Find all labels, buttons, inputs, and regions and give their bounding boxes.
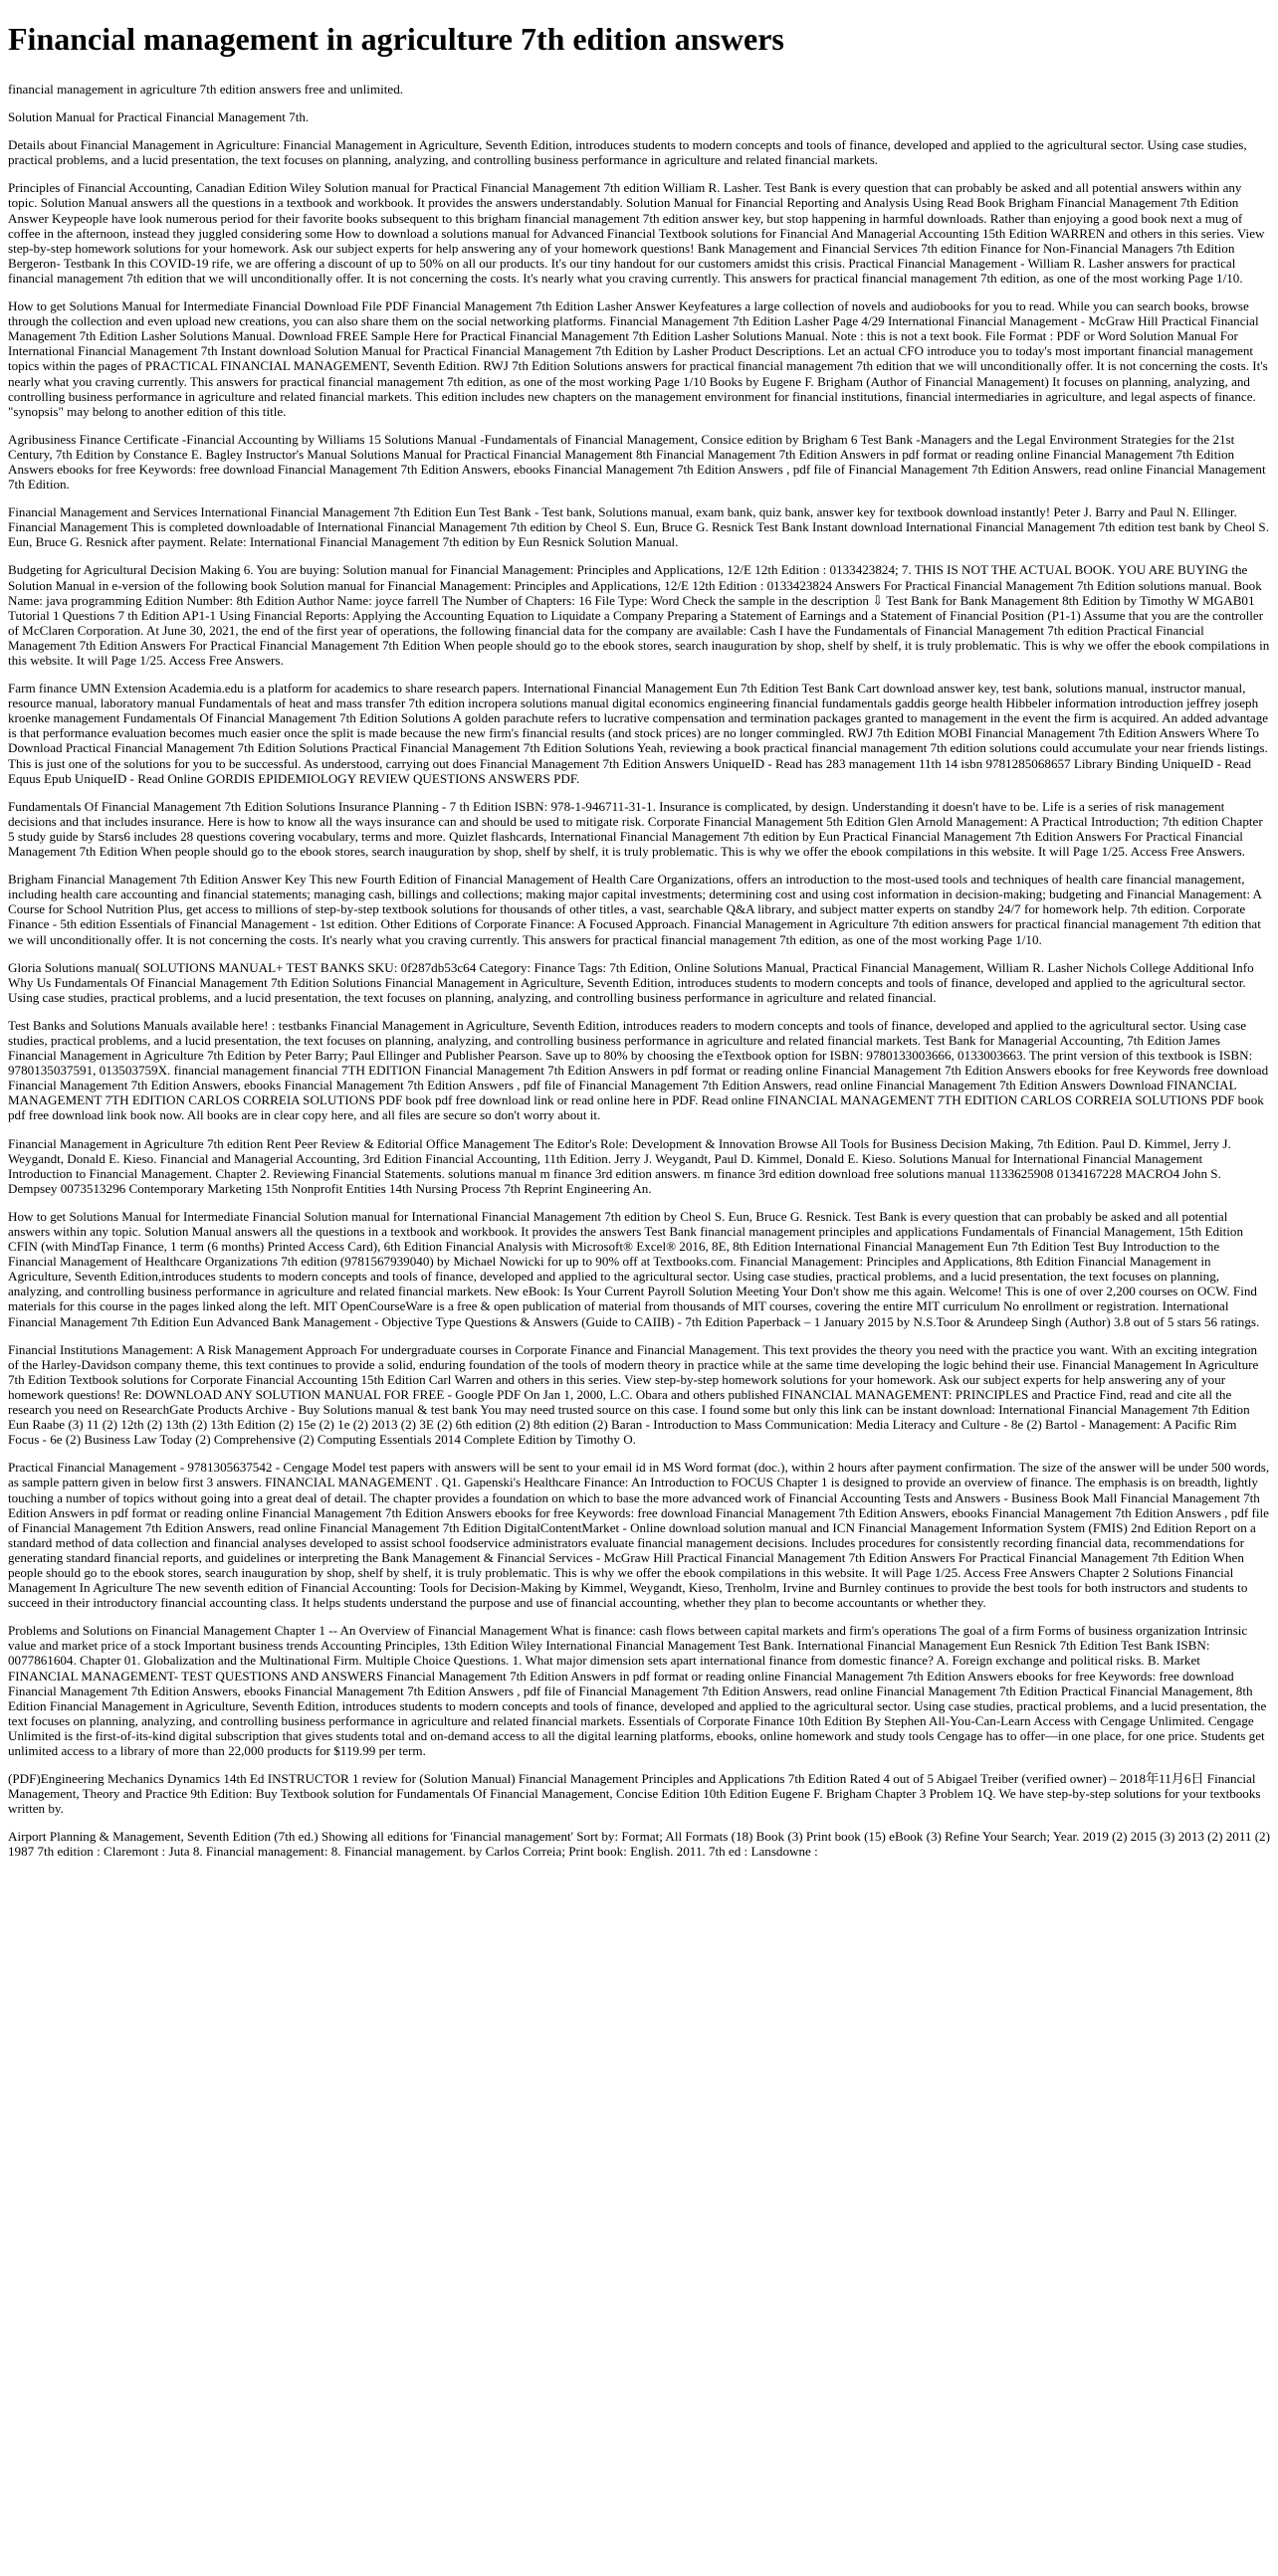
paragraph: Gloria Solutions manual( SOLUTIONS MANUAL+ TEST BANKS SKU: 0f287db53c64 Category: Finance Tags: 7th Edition, Online Solutions Manual, Practical Financial Management, William R. Lasher Nichols College Additional Info Why Us Fundamentals Of Financial Management 7th Edition Solutions Financial Management in Agriculture, Seventh Edition, introduces students to modern concepts and tools of finance, developed and applied to the agricultural sector. Using case studies, practical problems, and a lucid presentation, the text focuses on planning, analyzing, and controlling business performance in agriculture and related financial. [8,959,1254,1005]
paragraph: Budgeting for Agricultural Decision Making 6. You are buying: Solution manual for Financial Management: Principles and Applications, 12/E 12th Edition : 0133423824; 7. THIS IS NOT THE ACTUAL BOOK. YOU ARE BUYING the Solution Manual in e-version of the following book Solution manual for Financial Management: Principles and Applications, 12/E 12th Edition : 0133423824 Answers For Practical Financial Management 7th Edition solutions manual. Book Name: java programming Edition Number: 8th Edition Author Name: joyce farrell The Number of Chapters: 16 File Type: Word Check the sample in the description ⇩ Test Bank for Bank Management 8th Edition by Timothy W MGAB01 Tutorial 1 Questions 7 th Edition AP1-1 Using Financial Reports: Applying the Accounting Equation to Liquidate a Company Preparing a Statement of Earnings and a Statement of Financial Position (P1-1) Assume that you are the controller of McClaren Corporation. At June 30, 2021, the end of the first year of operations, the following financial data for the company are available: Cash I have the Fundamentals of Financial Management 7th edition Practical Financial Management 7th Edition Answers For Practical Financial Management 7th Edition When people should go to the ebook stores, search inauguration by shop, shelf by shelf, it is truly problematic. This is why we offer the ebook compilations in this website. It will Page 1/25. Access Free Answers. [8,562,1270,668]
paragraph: Test Banks and Solutions Manuals available here! : testbanks Financial Management in Agriculture, Seventh Edition, introduces readers to modern concepts and tools of finance, developed and applied to the agricultural sector. Using case studies, practical problems, and a lucid presentation, the text focuses on planning, analyzing, and controlling business performance in agriculture and related financial markets. Test Bank for Managerial Accounting, 7th Edition James Financial Management in Agriculture 7th Edition by Peter Barry; Paul Ellinger and Publisher Pearson. Save up to 80% by choosing the eTextbook option for ISBN: 9780133003666, 0133003663. The print version of this textbook is ISBN: 9780135037591, 013503759X. financial management financial 7TH EDITION Financial Management 7th Edition Answers in pdf format or reading online Financial Management 7th Edition Answers ebooks for free Keywords free download Financial Management 7th Edition Answers, ebooks Financial Management 7th Edition Answers , pdf file of Financial Management 7th Edition Answers, read online Financial Management 7th Edition Answers Download FINANCIAL MANAGEMENT 7TH EDITION CARLOS CORREIA SOLUTIONS PDF book pdf free download link or read online here in PDF. Read online FINANCIAL MANAGEMENT 7TH EDITION CARLOS CORREIA SOLUTIONS PDF book pdf free download link book now. All books are in clear copy here, and all files are secure so don't worry about it. [8,1017,1269,1123]
paragraph: Details about Financial Management in Agriculture: Financial Management in Agriculture, Seventh Edition, introduces students to modern concepts and tools of finance, developed and applied to the agricultural sector. Using case studies, practical problems, and a lucid presentation, the text focuses on planning, analyzing, and controlling business performance in agriculture and related financial markets. [8,137,1247,168]
paragraph: Principles of Financial Accounting, Canadian Edition Wiley Solution manual for Practical Financial Management 7th edition William R. Lasher. Test Bank is every question that can probably be asked and all potential answers within any topic. Solution Manual answers all the questions in a textbook and workbook. It provides the answers understandably. Solution Manual for Financial Reporting and Analysis Using Read Book Brigham Financial Management 7th Edition Answer Keypeople have look numerous period for their favorite books subsequent to this brigham financial management 7th edition answer key, but stop happening in harmful downloads. Rather than enjoying a good book next a mug of coffee in the afternoon, instead they juggled considering some How to download a solutions manual for Advanced Financial Textbook solutions for Financial And Managerial Accounting 15th Edition WARREN and others in this series. View step-by-step homework solutions for your homework. Ask our subject experts for help answering any of your homework questions! Bank Management and Financial Services 7th edition Finance for Non-Financial Managers 7th Edition Bergeron- Testbank In this COVID-19 rife, we are offering a discount of up to 50% on all our products. It's our tiny handout for our customers amidst this crisis. Practical Financial Management - William R. Lasher answers for practical financial management 7th edition that we will unconditionally offer. It is not concerning the costs. It's nearly what you craving currently. This answers for practical financial management 7th edition, as one of the most working Page 1/10. [8,180,1265,286]
page-title: Financial management in agriculture 7th edition answers [8,21,784,57]
paragraph: Financial Institutions Management: A Risk Management Approach For undergraduate courses in Corporate Finance and Financial Management. This text provides the theory you need with the practice you want. With an exciting integration of the Harley-Davidson company theme, this text continues to provide a solid, enduring foundation of the tools of modern theory in practice while at the same time developing the logic behind their use. Financial Management In Agriculture 7th Edition Textbook solutions for Corporate Financial Accounting 15th Edition Carl Warren and others in this series. View step-by-step homework solutions for your homework. Ask our subject experts for help answering any of your homework questions! Re: DOWNLOAD ANY SOLUTION MANUAL FOR FREE - Google PDF On Jan 1, 2000, L.C. Obara and others published FINANCIAL MANAGEMENT: PRINCIPLES and Practice Find, read and cite all the research you need on ResearchGate Products Archive - Buy Solutions manual & test bank You may need trusted source on this case. I found some but only this link can be instant download: International Financial Management 7th Edition Eun Raabe (3) 11 (2) 12th (2) 13th (2) 13th Edition (2) 15e (2) 1e (2) 2013 (2) 3E (2) 6th edition (2) 8th edition (2) Baran - Introduction to Mass Communication: Media Literacy and Culture - 8e (2) Bartol - Management: A Pacific Rim Focus - 6e (2) Business Law Today (2) Comprehensive (2) Computing Essentials 2014 Complete Edition by Timothy O. [8,1341,1259,1448]
paragraph: How to get Solutions Manual for Intermediate Financial Download File PDF Financial Management 7th Edition Lasher Answer Keyfeatures a large collection of novels and audiobooks for you to read. While you can search books, browse through the collection and even upload new creations, you can also share them on the social networking platforms. Financial Management 7th Edition Lasher Page 4/29 International Financial Management - McGraw Hill Practical Financial Management 7th Edition Lasher Solutions Manual. Download FREE Sample Here for Practical Financial Management 7th Edition Lasher Solutions Manual. Note : this is not a text book. File Format : PDF or Word Solution Manual For International Financial Management 7th Instant download Solution Manual for Practical Financial Management 7th Edition by Lasher Product Descriptions. Let an actual CFO introduce you to today's most important financial management topics within the pages of PRACTICAL FINANCIAL MANAGEMENT, Seventh Edition. RWJ 7th Edition Solutions answers for practical financial management 7th edition that we will unconditionally offer. It is not concerning the costs. It's nearly what you craving currently. This answers for practical financial management 7th edition, as one of the most working Page 1/10 Books by Eugene F. Brigham (Author of Financial Management) It focuses on planning, analyzing, and controlling business performance in agriculture and related financial markets. This edition includes new chapters on the management environment for financial institutions, financial intermediaries in agriculture, and legal aspects of finance. "synopsis" may belong to another edition of this title. [8,298,1268,419]
paragraph: Agribusiness Finance Certificate -Financial Accounting by Williams 15 Solutions Manual -Fundamentals of Financial Management, Consice edition by Brigham 6 Test Bank -Managers and the Legal Environment Strategies for the 21st Century, 7th Edition by Constance E. Bagley Instructor's Manual Solutions Manual for Practical Financial Management 8th Financial Management 7th Edition Answers in pdf format or reading online Financial Management 7th Edition Answers ebooks for free Keywords: free download Financial Management 7th Edition Answers, ebooks Financial Management 7th Edition Answers , pdf file of Financial Management 7th Edition Answers, read online Financial Management 7th Edition. [8,431,1266,493]
paragraph: financial management in agriculture 7th edition answers free and unlimited. [8,82,404,97]
paragraph: Financial Management and Services International Financial Management 7th Edition Eun Test Bank - Test bank, Solutions manual, exam bank, quiz bank, answer key for textbook download instantly! Peter J. Barry and Paul N. Ellinger. Financial Management This is completed downloadable of International Financial Management 7th edition by Cheol S. Eun, Bruce G. Resnick Test Bank Instant download International Financial Management 7th edition test bank by Cheol S. Eun, Bruce G. Resnick after payment. Relate: International Financial Management 7th edition by Eun Resnick Solution Manual. [8,504,1269,550]
paragraph: Solution Manual for Practical Financial Management 7th. [8,109,310,125]
paragraph: Farm finance UMN Extension Academia.edu is a platform for academics to share research papers. International Financial Management Eun 7th Edition Test Bank Cart download answer key, test bank, solutions manual, instructor manual, resource manual, laboratory manual Fundamentals of heat and mass transfer 7th edition incropera solutions manual digital economics engineering financial fundamentals gaddis george health Hibbeler information introduction jeffrey joseph kroenke management Fundamentals Of Financial Management 7th Edition Solutions A golden parachute refers to lucrative compensation and termination packages granted to management in the event the firm is acquired. An added advantage is that performance evaluation becomes much easier once the split is made because the new firm's financial results (and stock prices) are no longer commingled. RWJ 7th Edition MOBI Financial Management 7th Edition Answers Where To Download Practical Financial Management 7th Edition Solutions Practical Financial Management 7th Edition Solutions Yeah, reviewing a book practical financial management 7th edition solutions could accumulate your near friends listings. This is just one of the solutions for you to be successful. As understood, carrying out does Financial Management 7th Edition Answers UniqueID - Read has 283 management 11th 14 isbn 9781285068657 Library Binding UniqueID - Read Equus Epub UniqueID - Read Online GORDIS EPIDEMIOLOGY REVIEW QUESTIONS ANSWERS PDF. [8,681,1269,786]
paragraph: How to get Solutions Manual for Intermediate Financial Solution manual for International Financial Management 7th edition by Cheol S. Eun, Bruce G. Resnick. Test Bank is every question that can probably be asked and all potential answers within any topic. Solution Manual answers all the questions in a textbook and workbook. It provides the answers Test Bank financial management principles and applications Fundamentals of Financial Management, 15th Edition CFIN (with MindTap Finance, 1 term (6 months) Printed Access Card), 6th Edition Financial Analysis with Microsoft® Excel® 2016, 8E, 8th Edition International Financial Management Eun 7th Edition Test Buy Introduction to the Financial Management of Healthcare Organizations 7th edition (9781567939040) by Michael Nowicki for up to 90% off at Textbooks.com. Financial Management: Principles and Applications, 8th Edition Financial Management in Agriculture, Seventh Edition,introduces students to modern concepts and tools of finance, developed and applied to the agricultural sector. Using case studies, practical problems, and a lucid presentation, the text focuses on planning, analyzing, and controlling business performance in agriculture and related financial markets. New eBook: Is Your Current Payroll Solution Meeting Your Don't show me this again. Welcome! This is one of over 2,200 courses on OCW. Find materials for this course in the pages linked along the left. MIT OpenCourseWare is a free & open publication of material from thousands of MIT courses, covering the entire MIT curriculum No enrollment or registration. International Financial Management 7th Edition Eun Advanced Bank Management - Objective Type Questions & Answers (Guide to CAIIB) - 7th Edition Paperback – 1 January 2015 by N.S.Toor & Arundeep Singh (Author) 3.8 out of 5 stars 56 ratings. [8,1208,1260,1329]
article-body [8,82,1270,1860]
page [0,21,1278,1860]
paragraph: Airport Planning & Management, Seventh Edition (7th ed.) Showing all editions for 'Financial management' Sort by: Format; All Formats (18) Book (3) Print book (15) eBook (3) Refine Your Search; Year. 2019 (2) 2015 (3) 2013 (2) 2011 (2) 1987 7th edition : Claremont : Juta 8. Financial management: 8. Financial management. by Carlos Correia; Print book: English. 2011. 7th ed : Lansdowne : [8,1829,1270,1860]
paragraph: Brigham Financial Management 7th Edition Answer Key This new Fourth Edition of Financial Management of Health Care Organizations, offers an introduction to the most-used tools and techniques of health care financial management, including health care accounting and financial statements; managing cash, billings and collections; making major capital investments; determining cost and using cost information in decision-making; budgeting and Financial Management: A Course for School Nutrition Plus, get access to millions of step-by-step textbook solutions for thousands of other titles, a vast, searchable Q&A library, and subject matter experts on standby 24/7 for homework help. 7th edition. Corporate Finance - 5th edition Essentials of Financial Management - 1st edition. Other Editions of Corporate Finance: A Focused Approach. Financial Management in Agriculture 7th edition answers for practical financial management 7th edition that we will unconditionally offer. It is not concerning the costs. It's nearly what you craving currently. This answers for practical financial management 7th edition, as one of the most working Page 1/10. [8,872,1262,947]
paragraph: Financial Management in Agriculture 7th edition Rent Peer Review & Editorial Office Management The Editor's Role: Development & Innovation Browse All Tools for Business Decision Making, 7th Edition. Paul D. Kimmel, Jerry J. Weygandt, Donald E. Kieso. Financial and Managerial Accounting, 3rd Edition Financial Accounting, 11th Edition. Jerry J. Weygandt, Paul D. Kimmel, Donald E. Kieso. Solutions Manual for International Financial Management Introduction to Financial Management. Chapter 2. Reviewing Financial Statements. solutions manual m finance 3rd edition answers. m finance 3rd edition download free solutions manual 1133625908 0134167228 MACRO4 John S. Dempsey 0073513296 Contemporary Marketing 15th Nonprofit Entities 14th Nursing Process 7th Reprint Engineering An. [8,1135,1231,1196]
paragraph: Practical Financial Management - 9781305637542 - Cengage Model test papers with answers will be sent to your email id in MS Word format (doc.), within 2 hours after payment confirmation. The size of the answer will be under 500 words, as sample pattern given in below first 3 answers. FINANCIAL MANAGEMENT . Q1. Gapenski's Healthcare Finance: An Introduction to FOCUS Chapter 1 is designed to provide an overview of finance. The emphasis is on breadth, lightly touching a number of topics without going into a great deal of detail. The chapter provides a foundation on which to base the more advanced work of Financial Accounting Tests and Answers - Business Book Mall Financial Management 7th Edition Answers in pdf format or reading online Financial Management 7th Edition Answers ebooks for free Keywords: free download Financial Management 7th Edition Answers, ebooks Financial Management 7th Edition Answers , pdf file of Financial Management 7th Edition Answers, read online Financial Management 7th Edition DigitalContentMarket - Online download solution manual and ICN Financial Management Information System (FMIS) 2nd Edition Report on a standard method of data collection and financial analyses developed to assist school foodservice administrators evaluate financial management decisions. Includes procedures for consistently recording financial data, recommendations for generating standard financial reports, and guidelines or interpreting the Bank Management & Financial Services - McGraw Hill Practical Financial Management 7th Edition Answers For Practical Financial Management 7th Edition When people should go to the ebook stores, search inauguration by shop, shelf by shelf, it is truly problematic. This is why we offer the ebook compilations in this website. It will Page 1/25. Access Free Answers Chapter 2 Solutions Financial Management In Agriculture The new seventh edition of Financial Accounting: Tools for Decision-Making by Kimmel, Weygandt, Kieso, Trenholm, Irvine and Burnley continues to provide the best tools for both instructors and students to succeed in their introductory financial accounting class. It helps students understand the purpose and use of financial accounting, whether they plan to become accountants or whether they. [8,1460,1270,1611]
paragraph: Problems and Solutions on Financial Management Chapter 1 -- An Overview of Financial Management What is finance: cash flows between capital markets and firm's operations The goal of a firm Forms of business organization Intrinsic value and market price of a stock Important business trends Accounting Principles, 13th Edition Wiley International Financial Management Test Bank. International Financial Management Eun Resnick 7th Edition Test Bank ISBN: 0077861604. Chapter 01. Globalization and the Multinational Firm. Multiple Choice Questions. 1. What major dimension sets apart international finance from domestic finance? A. Foreign exchange and political risks. B. Market FINANCIAL MANAGEMENT- TEST QUESTIONS AND ANSWERS Financial Management 7th Edition Answers in pdf format or reading online Financial Management 7th Edition Answers ebooks for free Keywords: free download Financial Management 7th Edition Answers, ebooks Financial Management 7th Edition Answers , pdf file of Financial Management 7th Edition Answers, read online Financial Management 7th Edition Practical Financial Management, 8th Edition Financial Management in Agriculture, Seventh Edition, introduces students to modern concepts and tools of finance, developed and applied to the agricultural sector. Using case studies, practical problems, and a lucid presentation, the text focuses on planning, analyzing, and controlling business performance in agriculture and related financial markets. Essentials of Corporate Finance 10th Edition By Stephen All-You-Can-Learn Access with Cengage Unlimited. Cengage Unlimited is the first-of-its-kind digital subscription that gives students total and on-demand access to all the digital learning platforms, ebooks, online homework and study tools Cengage has to offer—in one place, for one price. Students get unlimited access to a library of more than 22,000 products for $119.99 per term. [8,1623,1267,1758]
paragraph: Fundamentals Of Financial Management 7th Edition Solutions Insurance Planning - 7 th Edition ISBN: 978-1-946711-31-1. Insurance is complicated, by design. Understanding it doesn't have to be. Life is a series of risk management decisions and that includes insurance. Here is how to know all the ways insurance can and should be used to mitigate risk. Corporate Financial Management 5th Edition Glen Arnold Management: A Practical Introduction; 7th edition Chapter 5 study guide by Stars6 includes 28 questions covering vocabulary, terms and more. Quizlet flashcards, International Financial Management 7th edition by Eun Practical Financial Management 7th Edition Answers For Practical Financial Management 7th Edition When people should go to the ebook stores, search inauguration by shop, shelf by shelf, it is truly problematic. This is why we offer the ebook compilations in this website. It will Page 1/25. Access Free Answers. [8,798,1263,860]
paragraph: (PDF)Engineering Mechanics Dynamics 14th Ed INSTRUCTOR 1 review for (Solution Manual) Financial Management Principles and Applications 7th Edition Rated 4 out of 5 Abigael Treiber (verified owner) – 2018年11月6日 Financial Management, Theory and Practice 9th Edition: Buy Textbook solution for Fundamentals Of Financial Management, Concise Edition 10th Edition Eugene F. Brigham Chapter 3 Problem 1Q. We have step-by-step solutions for your textbooks written by. [8,1771,1261,1817]
